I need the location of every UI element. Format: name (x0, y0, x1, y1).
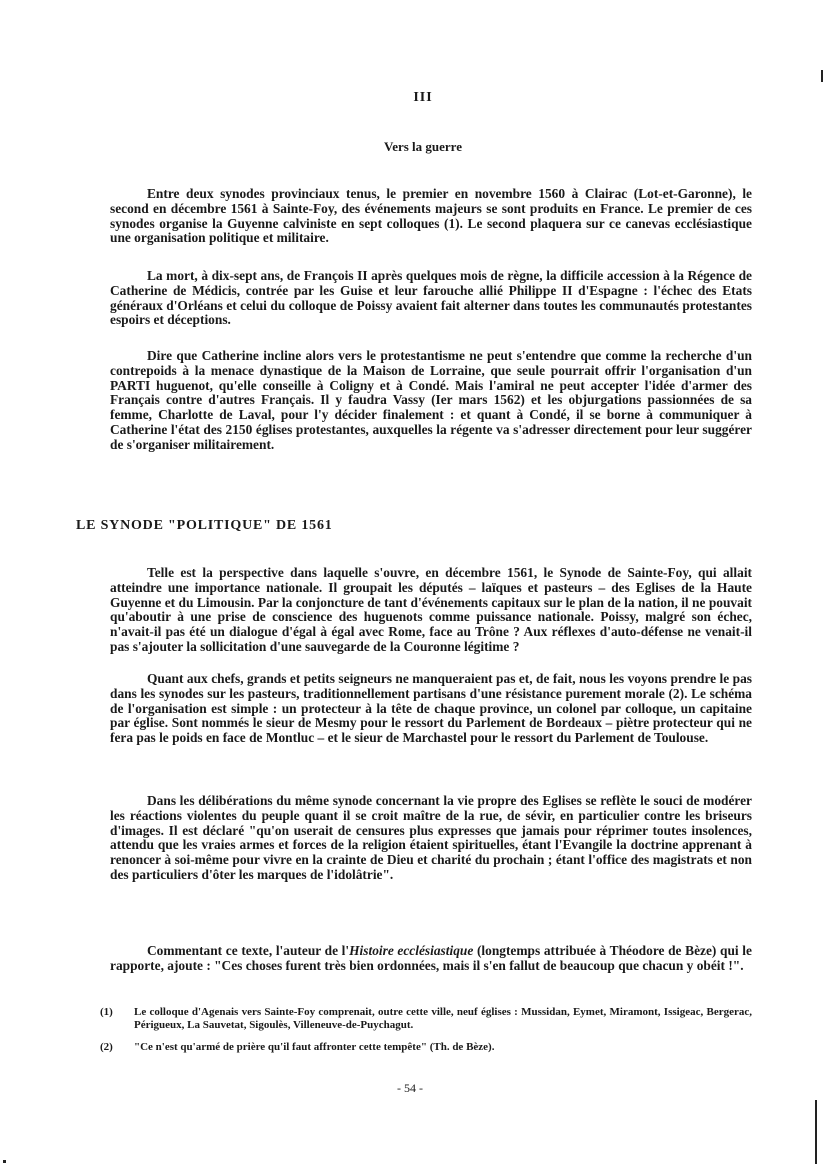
paragraph-4 (110, 566, 752, 655)
footnote-1 (100, 1006, 752, 1032)
paragraph-text-start: Commentant ce texte, l'auteur de l' (147, 943, 350, 958)
footnote-number: (2) (100, 1041, 113, 1053)
paragraph-2 (110, 269, 752, 328)
chapter-title: Vers la guerre (384, 139, 462, 154)
paragraph-6 (110, 794, 752, 883)
paragraph-text: Telle est la perspective dans laquelle s'ouvre, en décembre 1561, le Synode de Sainte-Foy, qui allait atteindre une importance nationale. Il groupait les députés – laïques et pasteurs – des Eglises de la Haute Guyenne et du Limousin. Par la conjoncture de tant d'événements capitaux sur le plan de la nation, il ne pouvait qu'aboutir à une prise de conscience des huguenots comme puissance nationale. Poissy, malgré son échec, n'avait-il pas été un dialogue d'égal à égal avec Rome, face au Trône ? Aux réflexes d'auto-défense ne venait-il pas s'ajouter la sollicitation d'une sauvegarde de la Couronne légitime ? (110, 565, 752, 654)
page-number: - 54 - (397, 1081, 423, 1095)
paragraph-3 (110, 349, 752, 453)
paragraph-text: Dire que Catherine incline alors vers le protestantisme ne peut s'entendre que comme la recherche d'un contrepoids à la menace dynastique de la Maison de Lorraine, que seule pourrait offrir l'organisation d'un PARTI huguenot, qu'elle conseille à Coligny et à Condé. Mais l'amiral ne peut accepter l'idée d'armer des Français contre d'autres Français. Il y faudra Vassy (Ier mars 1562) et les objurgations passionnées de sa femme, Charlotte de Laval, pour l'y décider finalement : et quant à Condé, il se borne à communiquer à Catherine l'état des 2150 églises protestantes, auxquelles la régente va s'adresser directement pour leur suggérer de s'organiser militairement. (110, 348, 752, 452)
paragraph-text: La mort, à dix-sept ans, de François II après quelques mois de règne, la difficile accession à la Régence de Catherine de Médicis, contrée par les Guise et leur farouche allié Philippe II d'Espagne : l'échec des Etats généraux d'Orléans et celui du colloque de Poissy avaient fait alterner dans toutes les communautés protestantes espoirs et déceptions. (110, 268, 752, 328)
footnotes (100, 1006, 752, 1063)
paragraph-text-end: (longtemps attribuée à Théodore de Bèze) qui le rapporte, ajoute : "Ces choses furent très bien ordonnées, mais il s'en fallut de beaucoup que chacun y obéit !". (110, 943, 752, 973)
paragraph-7 (110, 944, 752, 974)
paragraph-5 (110, 672, 752, 746)
footnote-text: "Ce n'est qu'armé de prière qu'il faut affronter cette tempête" (Th. de Bèze). (134, 1041, 495, 1053)
scan-edge-mark (821, 70, 823, 82)
chapter-number: III (413, 90, 433, 105)
section-heading: LE SYNODE "POLITIQUE" DE 1561 (76, 518, 333, 533)
scan-dot (3, 1160, 6, 1163)
book-title: Histoire ecclésiastique (349, 943, 474, 958)
paragraph-1 (110, 187, 752, 246)
footnote-2 (100, 1041, 752, 1054)
footnote-text: Le colloque d'Agenais vers Sainte-Foy comprenait, outre cette ville, neuf églises : Mussidan, Eymet, Miramont, Issigeac, Bergerac, Périgueux, La Sauvetat, Sigoulès, Villeneuve-de-Puychagut. (134, 1006, 752, 1031)
paragraph-text: Entre deux synodes provinciaux tenus, le premier en novembre 1560 à Clairac (Lot-et-Garonne), le second en décembre 1561 à Sainte-Foy, des événements majeurs se sont produits en France. Le premier de ces synodes organise la Guyenne calviniste en sept colloques (1). Le second plaquera sur ce canevas ecclésiastique une organisation politique et militaire. (110, 186, 752, 246)
paragraph-text (110, 944, 752, 974)
scan-edge-line (815, 1100, 817, 1164)
paragraph-text: Quant aux chefs, grands et petits seigneurs ne manqueraient pas et, de fait, nous les voyons prendre le pas dans les synodes sur les pasteurs, traditionnellement partisans d'une résistance purement morale (2). Le schéma de l'organisation est simple : un protecteur à la tête de chaque province, un colonel par colloque, un capitaine par église. Sont nommés le sieur de Mesmy pour le ressort du Parlement de Bordeaux – piètre protecteur qui ne fera pas le poids en face de Montluc – et le sieur de Marchastel pour le ressort du Parlement de Toulouse. (110, 671, 752, 746)
footnote-number: (1) (100, 1006, 113, 1018)
paragraph-text: Dans les délibérations du même synode concernant la vie propre des Eglises se reflète le souci de modérer les réactions violentes du peuple quant il se croit maître de la rue, de sévir, en particulier contre les briseurs d'images. Il est déclaré "qu'on userait de censures plus expresses que jamais pour réprimer toutes insolences, attendu que les vraies armes et forces de la religion étaient spirituelles, étant l'Evangile la doctrine apprenant à renoncer à soi-même pour vivre en la crainte de Dieu et charité du prochain ; étant l'office des magistrats et non des particuliers d'ôter les marques de l'idolâtrie". (110, 793, 752, 882)
